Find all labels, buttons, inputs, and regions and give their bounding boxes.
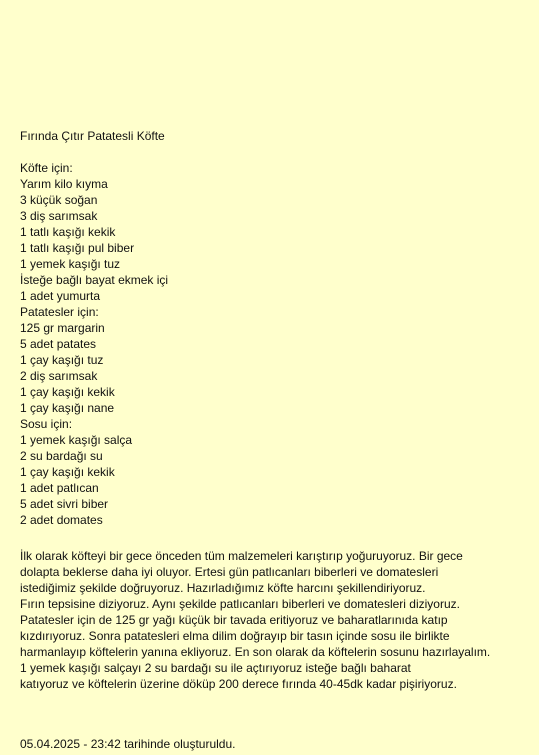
ingredient-line: 3 küçük soğan: [20, 193, 98, 207]
ingredient-line: 2 su bardağı su: [20, 449, 103, 463]
ingredient-line: 5 adet patates: [20, 337, 97, 351]
recipe-title: Fırında Çıtır Patatesli Köfte: [20, 129, 165, 143]
ingredient-line: 3 diş sarımsak: [20, 209, 98, 223]
ingredient-line: 1 çay kaşığı nane: [20, 401, 115, 415]
ingredient-line: 1 adet yumurta: [20, 289, 101, 303]
recipe-instructions: İlk olarak köfteyi bir gece önceden tüm malzemeleri karıştırıp yoğuruyoruz. Bir gece dolapta beklerse daha iyi oluyor. Ertesi gün patlıcanları biberleri ve domatesleri istediğimiz şekilde doğruyoruz. Hazırladığımız köfte harcını şekillendiriyoruz. Fırın tepsisine diziyoruz. Aynı şekilde patlıcanları biberleri ve domatesleri diziyoruz. Patatesler için de 125 gr yağı küçük bir tavada eritiyoruz ve baharatlarınıda katıp kızdırıyoruz. Sonra patatesleri elma dilim doğrayıp bir tasın içinde sosu ile birlikte harmanlayıp köftelerin yanına ekliyoruz. En son olarak da köftelerin sosunu hazırlayalım. 1 yemek kaşığı salçayı 2 su bardağı su ile açtırıyoruz isteğe bağlı baharat katıyoruz ve köftelerin üzerine döküp 200 derece fırında 40-45dk kadar pişiriyoruz.: [20, 549, 491, 691]
ingredient-line: 1 çay kaşığı tuz: [20, 353, 104, 367]
ingredient-line: 1 tatlı kaşığı kekik: [20, 225, 116, 239]
ingredient-line: 2 adet domates: [20, 513, 103, 527]
ingredient-line: 5 adet sivri biber: [20, 497, 109, 511]
ingredient-line: 1 yemek kaşığı salça: [20, 433, 133, 447]
ingredient-line: 125 gr margarin: [20, 321, 105, 335]
creation-timestamp: 05.04.2025 - 23:42 tarihinde oluşturuldu.: [20, 737, 236, 751]
ingredient-line: 1 çay kaşığı kekik: [20, 465, 115, 479]
ingredient-line: Yarım kilo kıyma: [20, 177, 108, 191]
recipe-document: [20, 128, 520, 692]
ingredient-line: Patatesler için:: [20, 305, 99, 319]
ingredient-line: 1 tatlı kaşığı pul biber: [20, 241, 135, 255]
ingredient-line: 2 diş sarımsak: [20, 369, 98, 383]
ingredient-line: 1 yemek kaşığı tuz: [20, 257, 121, 271]
ingredient-line: Sosu için:: [20, 417, 73, 431]
ingredient-list: [20, 160, 520, 528]
ingredient-line: 1 çay kaşığı kekik: [20, 385, 115, 399]
ingredient-line: Köfte için:: [20, 161, 73, 175]
ingredient-line: 1 adet patlıcan: [20, 481, 99, 495]
ingredient-line: İsteğe bağlı bayat ekmek içi: [20, 273, 169, 287]
